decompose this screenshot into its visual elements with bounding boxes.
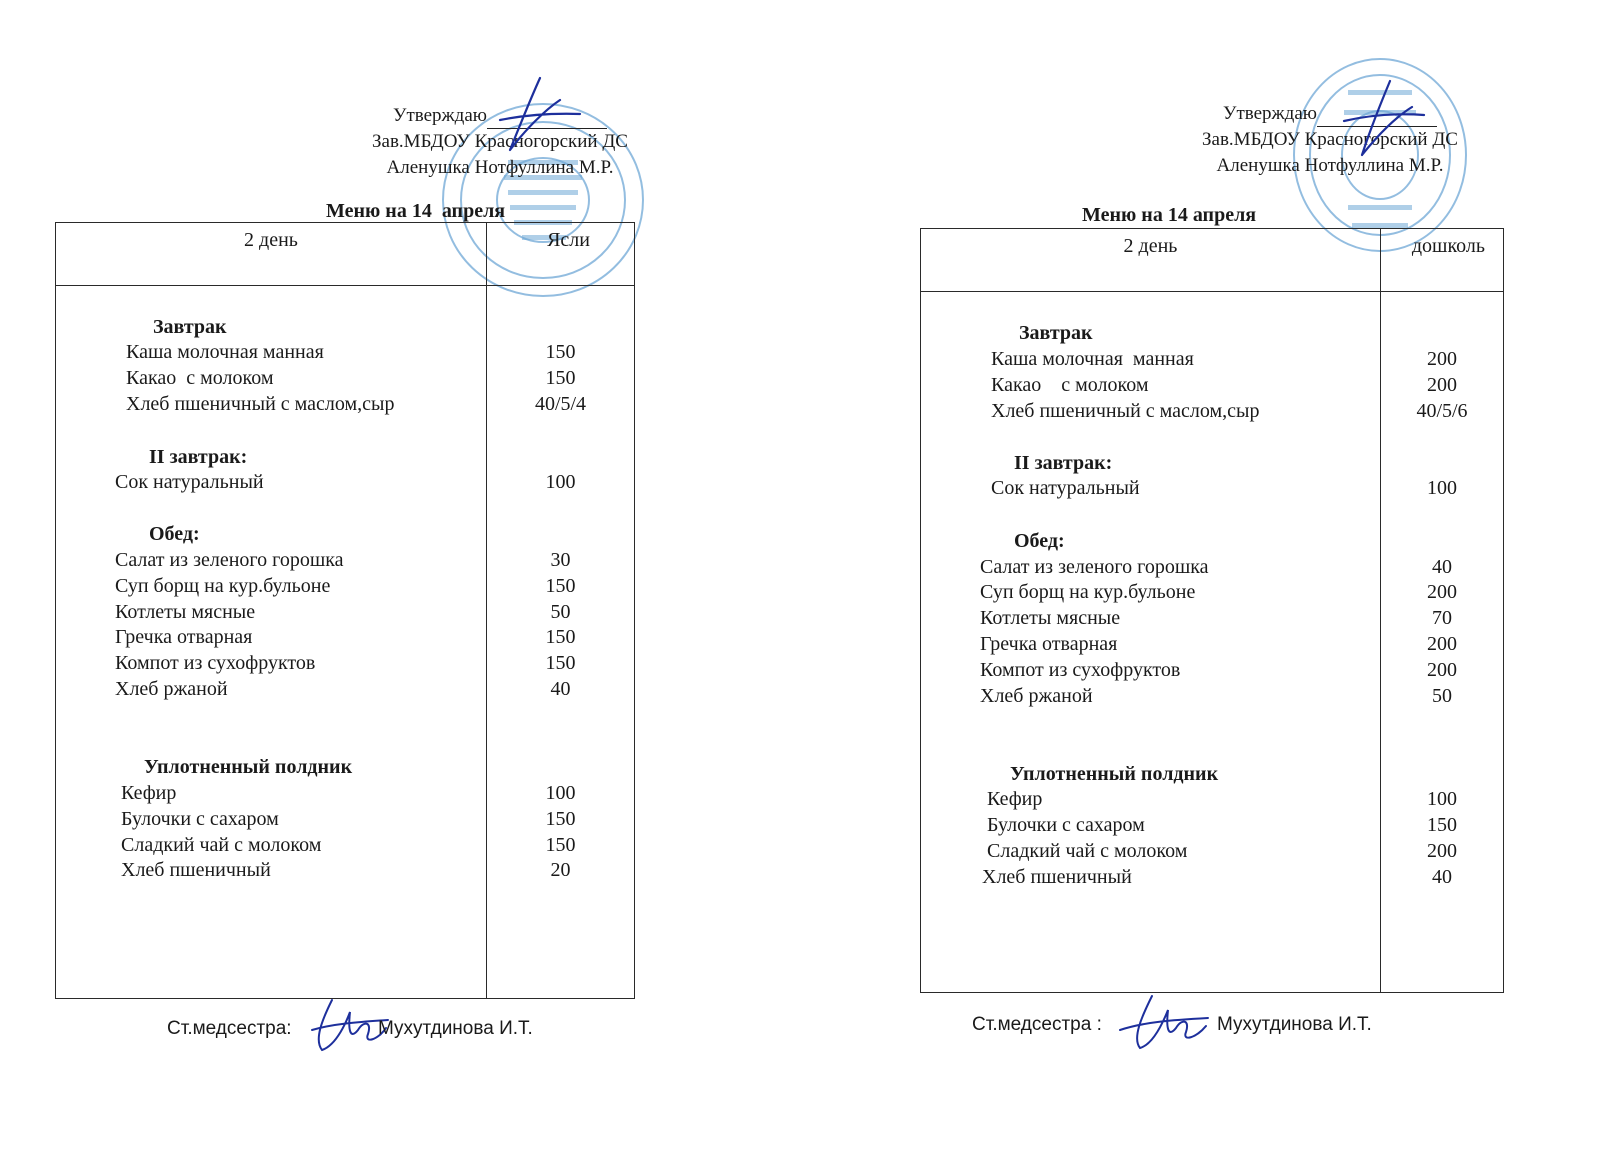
dish-quantity: 150 xyxy=(1427,814,1457,836)
dish-quantity: 30 xyxy=(550,549,571,571)
dish-name: Гречка отварная xyxy=(980,633,1118,655)
dish-name: Суп борщ на кур.бульоне xyxy=(115,575,331,597)
dish-quantity: 40 xyxy=(1432,866,1452,888)
director-name: Аленушка Нотфуллина М.Р. xyxy=(386,157,614,178)
menu-title: Меню на 14 апреля xyxy=(1082,204,1257,226)
dish-name: Сладкий чай с молоком xyxy=(987,840,1188,862)
dish-quantity: 200 xyxy=(1427,840,1457,862)
dish-quantity: 200 xyxy=(1427,348,1457,370)
dish-quantity: 150 xyxy=(545,367,576,389)
dish-quantity: 100 xyxy=(545,782,576,804)
dish-name: Компот из сухофруктов xyxy=(980,659,1181,681)
dish-quantity: 150 xyxy=(545,341,576,363)
dish-quantity: 20 xyxy=(550,859,571,881)
dish-name: Какао с молоком xyxy=(991,374,1149,396)
section-heading: II завтрак: xyxy=(1014,452,1113,474)
section-heading: Уплотненный полдник xyxy=(1010,763,1219,785)
dish-name: Салат из зеленого горошка xyxy=(980,556,1209,578)
menu-title: Меню на 14 апреля xyxy=(326,200,506,222)
dish-quantity: 150 xyxy=(545,626,576,648)
table-body-row xyxy=(56,286,635,999)
nurse-label: Ст.медсестра : xyxy=(972,1014,1102,1035)
nurse-name: Мухутдинова И.Т. xyxy=(1217,1014,1372,1035)
dish-quantity: 200 xyxy=(1427,581,1457,603)
dish-quantity: 40/5/4 xyxy=(534,393,587,415)
director-name: Аленушка Нотфуллина М.Р. xyxy=(1216,155,1444,176)
dish-name: Сок натуральный xyxy=(115,471,264,493)
dish-quantity: 150 xyxy=(545,834,576,856)
dish-quantity: 150 xyxy=(545,575,576,597)
dish-name: Какао с молоком xyxy=(126,367,274,389)
dish-quantity: 100 xyxy=(1427,477,1457,499)
table-body-row xyxy=(921,292,1504,993)
dish-name: Котлеты мясные xyxy=(980,607,1121,629)
dish-name: Хлеб пшеничный с маслом,сыр xyxy=(991,400,1260,422)
table-header-row xyxy=(56,223,635,286)
nurse-signature-icon xyxy=(1112,988,1212,1058)
section-heading: Обед: xyxy=(149,523,200,545)
section-heading: Завтрак xyxy=(1019,322,1093,344)
menu-sheet-nursery xyxy=(0,0,790,1162)
director-title: Зав.МБДОУ Красногорский ДС xyxy=(1202,129,1458,150)
table-header-row xyxy=(921,229,1504,292)
director-title: Зав.МБДОУ Красногорский ДС xyxy=(372,131,628,152)
dish-name: Хлеб пшеничный с маслом,сыр xyxy=(126,393,395,415)
dish-name: Салат из зеленого горошка xyxy=(115,549,344,571)
section-heading: Уплотненный полдник xyxy=(144,756,353,778)
nurse-name: Мухутдинова И.Т. xyxy=(378,1018,533,1039)
director-signature-icon xyxy=(490,70,590,160)
menu-sheet-preschool xyxy=(800,0,1600,1162)
dish-name: Хлеб пшеничный xyxy=(121,859,271,881)
approve-label: Утверждаю xyxy=(393,105,487,126)
dish-quantity: 40 xyxy=(1432,556,1452,578)
section-heading: Завтрак xyxy=(153,316,227,338)
dish-name: Гречка отварная xyxy=(115,626,253,648)
quantity-column xyxy=(487,286,635,999)
dish-name: Компот из сухофруктов xyxy=(115,652,316,674)
dish-quantity: 70 xyxy=(1432,607,1452,629)
nurse-label: Ст.медсестра: xyxy=(167,1018,292,1039)
dish-name: Кефир xyxy=(121,782,177,804)
quantity-column xyxy=(1381,292,1504,993)
dish-name: Кефир xyxy=(987,788,1043,810)
nurse-footer xyxy=(800,1014,1600,1054)
dish-quantity: 50 xyxy=(1432,685,1452,707)
group-header: Ясли xyxy=(487,223,635,286)
dishes-column xyxy=(921,292,1381,993)
dish-name: Хлеб ржаной xyxy=(980,685,1093,707)
dish-name: Хлеб пшеничный xyxy=(982,866,1132,888)
section-heading: II завтрак: xyxy=(149,446,248,468)
dish-quantity: 150 xyxy=(545,652,576,674)
dish-name: Булочки с сахаром xyxy=(987,814,1145,836)
dish-name: Сок натуральный xyxy=(991,477,1140,499)
dish-name: Каша молочная манная xyxy=(126,341,324,363)
dish-name: Котлеты мясные xyxy=(115,601,256,623)
dish-quantity: 100 xyxy=(1427,788,1457,810)
day-header: 2 день xyxy=(921,229,1381,292)
approve-label: Утверждаю xyxy=(1223,103,1317,124)
dish-quantity: 100 xyxy=(545,471,576,493)
dish-name: Каша молочная манная xyxy=(991,348,1194,370)
dish-name: Сладкий чай с молоком xyxy=(121,834,322,856)
dish-quantity: 200 xyxy=(1427,659,1457,681)
nurse-footer xyxy=(0,1018,790,1058)
dish-quantity: 40/5/6 xyxy=(1416,400,1468,422)
group-header: дошколь xyxy=(1381,229,1504,292)
day-header: 2 день xyxy=(56,223,487,286)
dish-quantity: 200 xyxy=(1427,374,1457,396)
dish-quantity: 50 xyxy=(550,601,571,623)
dish-quantity: 200 xyxy=(1427,633,1457,655)
dish-quantity: 40 xyxy=(550,678,571,700)
dish-name: Хлеб ржаной xyxy=(115,678,228,700)
menu-table xyxy=(920,228,1504,993)
dish-quantity: 150 xyxy=(545,808,576,830)
dishes-column xyxy=(56,286,487,999)
dish-name: Суп борщ на кур.бульоне xyxy=(980,581,1196,603)
menu-table xyxy=(55,222,635,999)
section-heading: Обед: xyxy=(1014,530,1065,552)
director-signature-icon xyxy=(1330,75,1430,165)
dish-name: Булочки с сахаром xyxy=(121,808,279,830)
